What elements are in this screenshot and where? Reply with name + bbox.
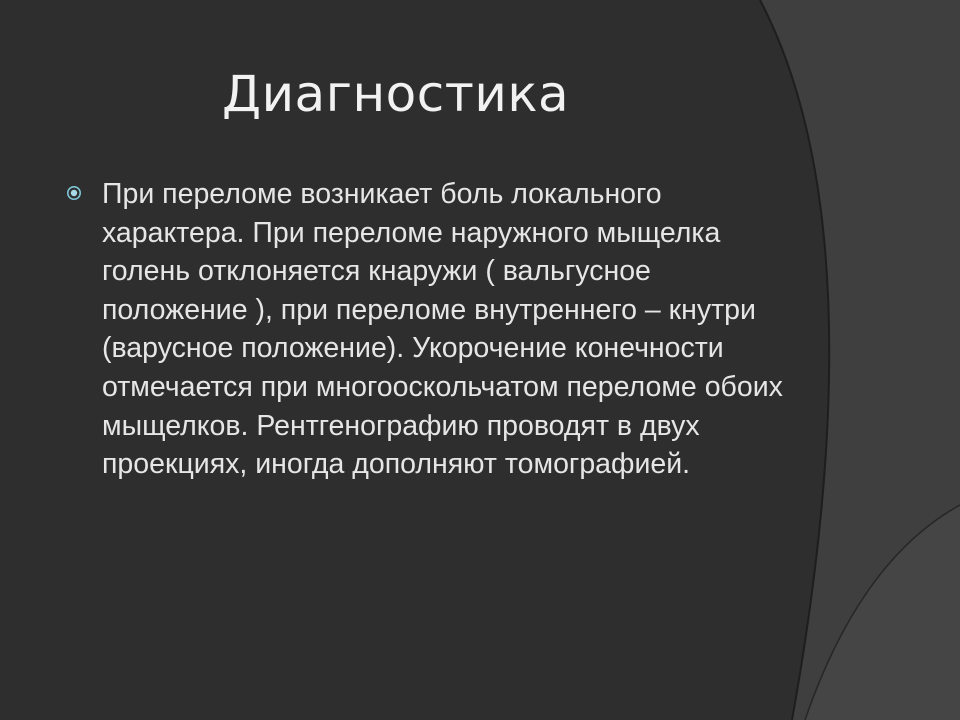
bullet-list <box>60 175 800 484</box>
bullet-item <box>60 175 800 484</box>
slide-title: Диагностика <box>222 65 570 123</box>
bullet-ring-icon <box>66 185 82 201</box>
bullet-text: При переломе возникает боль локального характера. При переломе наружного мыщелка голень отклоняется кнаружи ( вальгусное положение ), при переломе внутреннего – кнутри (варусное положение). Укорочение конечности отмечается при многооскольчатом переломе обоих мыщелков. Рентгенографию проводят в двух проекциях, иногда дополняют томографией. <box>102 178 783 481</box>
